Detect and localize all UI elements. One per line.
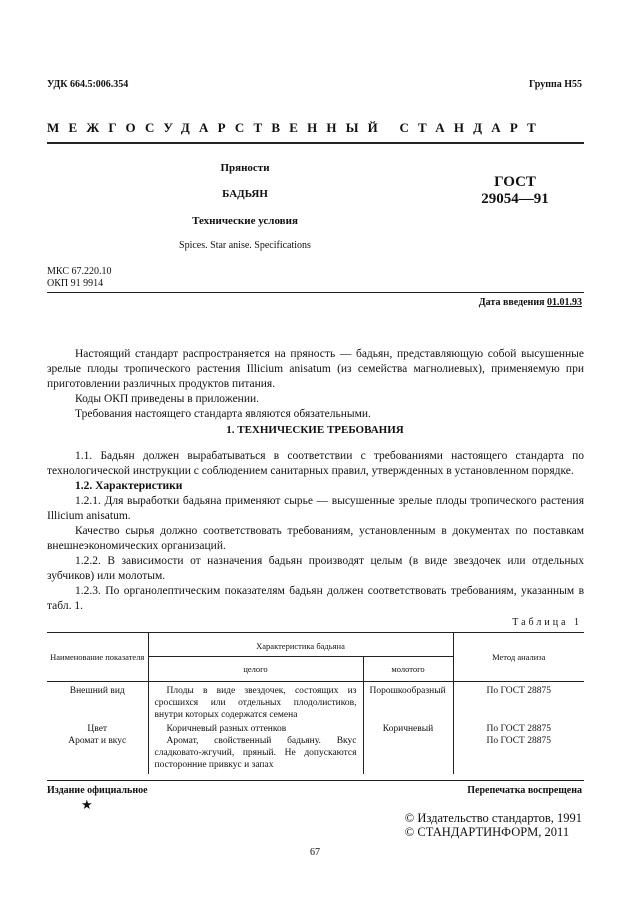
intro-paragraph: Требования настоящего стандарта являются обязательными. <box>75 408 371 420</box>
row-name: Цвет <box>47 721 148 735</box>
copyright-line: © СТАНДАРТИНФОРМ, 2011 <box>404 825 570 839</box>
copyright-line: © Издательство стандартов, 1991 <box>404 811 582 825</box>
effective-date-value: 01.01.93 <box>547 297 582 308</box>
clause-raw-quality: Качество сырья должно соответствовать требованиям, установленным в документах по поставкам внешнеэкономических организаций. <box>47 525 584 552</box>
mks-code: МКС 67.220.10 <box>47 266 112 277</box>
group-code: Группа Н55 <box>529 79 582 90</box>
section-body <box>47 449 584 614</box>
row-name: Аромат и вкус <box>47 735 148 774</box>
row-method: По ГОСТ 28875 <box>486 686 551 696</box>
header-method: Метод анализа <box>453 633 584 682</box>
header-whole: целого <box>148 657 363 682</box>
classification-codes <box>47 266 111 290</box>
banner-rule <box>47 142 584 144</box>
table-row <box>47 721 584 735</box>
doc-category: Пряности <box>220 162 270 174</box>
udk-code: УДК 664.5:006.354 <box>47 79 129 90</box>
gost-label: ГОСТ <box>494 174 536 190</box>
clause-1-2-1: 1.2.1. Для выработки бадьяна применяют сырье — высушенные зрелые плоды тропического растения Illicium anisatum. <box>47 495 584 522</box>
okp-code: ОКП 91 9914 <box>47 278 104 289</box>
page-number: 67 <box>310 847 320 858</box>
header-characteristic: Характеристика бадьяна <box>148 633 453 657</box>
table-row <box>47 735 584 774</box>
intro-paragraph: Коды ОКП приведены в приложении. <box>75 393 260 405</box>
row-whole: Коричневый разных оттенков <box>148 721 363 735</box>
doc-spec: Технические условия <box>192 215 298 227</box>
row-name: Внешний вид <box>47 682 148 722</box>
reprint-notice: Перепечатка воспрещена <box>467 785 582 796</box>
row-ground: Коричневый <box>363 721 453 735</box>
intro-paragraph: Настоящий стандарт распространяется на пряность — бадьян, представляющую собой высушенные зрелые плоды тропического растения Illicium anisatum (из семейства магнолиевых), применяемую при приготовлении различных продуктов питания. <box>47 348 584 390</box>
header-ground: молотого <box>363 657 453 682</box>
table-row <box>47 682 584 722</box>
footer-rule <box>47 780 584 781</box>
clause-1-2-3: 1.2.3. По органолептическим показателям бадьян должен соответствовать требованиям, указанным в табл. 1. <box>47 585 584 612</box>
gost-number <box>450 174 580 208</box>
copyright-block <box>405 811 582 839</box>
row-ground <box>363 735 453 774</box>
standard-banner: МЕЖГОСУДАРСТВЕННЫЙ СТАНДАРТ <box>47 120 546 135</box>
clause-1-1: 1.1. Бадьян должен вырабатываться в соответствии с требованиями настоящего стандарта по технологической инструкции с соблюдением санитарных правил, утвержденных в установленном порядке. <box>47 450 584 477</box>
clause-1-2-heading: 1.2. Характеристики <box>75 480 183 492</box>
doc-english-title: Spices. Star anise. Specifications <box>179 240 311 251</box>
row-ground: Порошкообразный <box>363 682 453 722</box>
official-edition: Издание официальное <box>47 785 148 796</box>
intro-block <box>47 347 584 422</box>
characteristics-table <box>47 632 584 774</box>
doc-name: БАДЬЯН <box>222 188 268 200</box>
row-method: По ГОСТ 28875 <box>486 724 551 734</box>
gost-code: 29054—91 <box>481 191 549 207</box>
header-indicator-name: Наименование показателя <box>47 633 148 682</box>
clause-1-2-2: 1.2.2. В зависимости от назначения бадьян производят целым (в виде звездочек или отдельных зубчиков) или молотым. <box>47 555 584 582</box>
row-whole: Плоды в виде звездочек, состоящих из сросшихся или отдельных плодолистиков, внутри которых содержатся семена <box>148 682 363 722</box>
table-caption: Таблица 1 <box>512 617 582 628</box>
row-whole: Аромат, свойственный бадьяну. Вкус сладковато-жгучий, пряный. Не допускаются посторонние привкус и запах <box>148 735 363 774</box>
star-icon: ★ <box>81 797 93 812</box>
row-method: По ГОСТ 28875 <box>486 736 551 746</box>
section-heading: 1. ТЕХНИЧЕСКИЕ ТРЕБОВАНИЯ <box>226 424 404 436</box>
effective-date <box>479 297 582 308</box>
codes-rule <box>47 292 584 293</box>
effective-date-label: Дата введения <box>478 297 545 308</box>
